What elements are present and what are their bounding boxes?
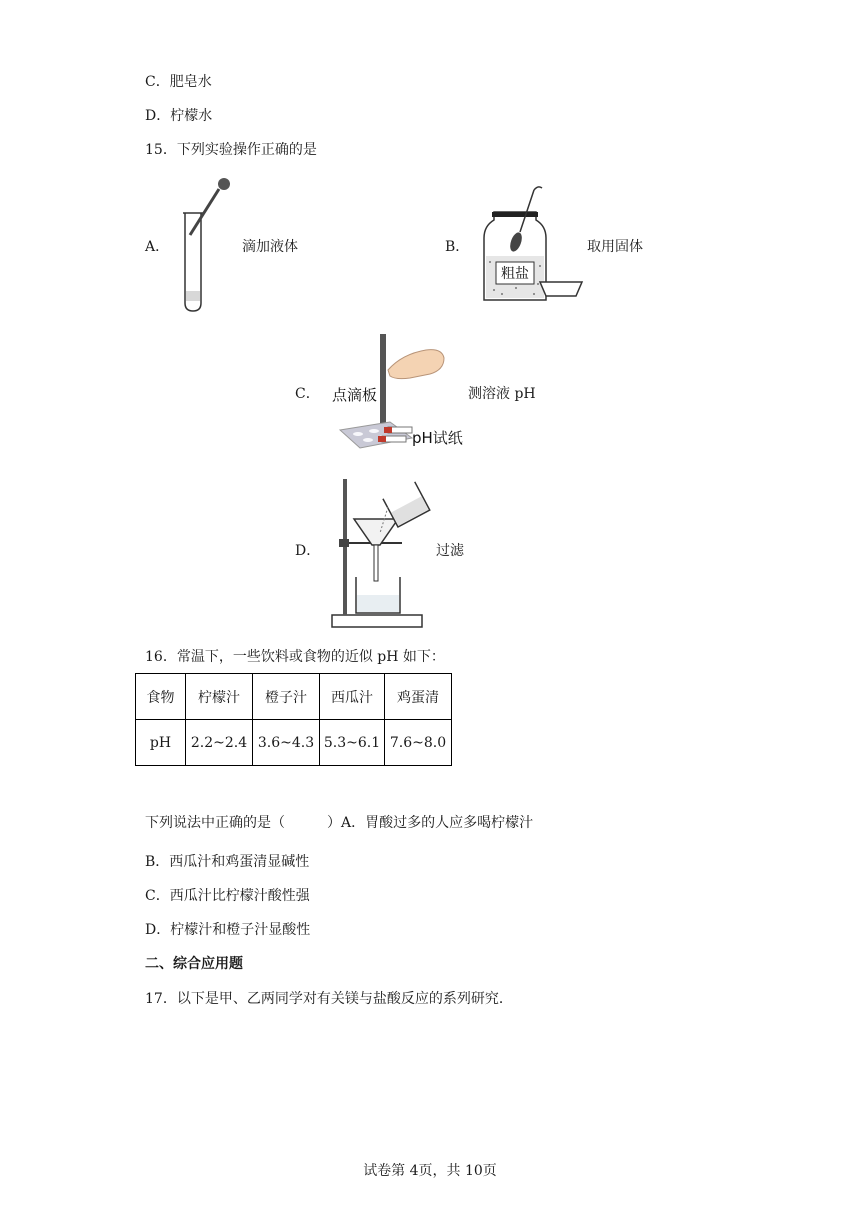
q17-stem: 17．以下是甲、乙两同学对有关镁与盐酸反应的系列研究．	[145, 991, 513, 1007]
table-header-cell: 食物	[136, 674, 186, 720]
table-cell: 5.3~6.1	[320, 720, 385, 766]
ph-table	[135, 673, 452, 766]
q16-option-d: D．柠檬汁和橙子汁显酸性	[145, 922, 311, 938]
q15-option-b-letter: B．	[445, 239, 470, 255]
q15-option-c-letter: C．	[295, 386, 320, 402]
q14-option-c: C．肥皂水	[145, 74, 212, 90]
table-cell: 2.2~2.4	[186, 720, 253, 766]
page-footer: 试卷第 4页，共 10页	[363, 1163, 497, 1179]
filtration-figure	[330, 477, 435, 632]
table-header-row	[136, 674, 452, 720]
table-cell: pH	[136, 720, 186, 766]
q15-option-a-caption: 滴加液体	[242, 239, 298, 255]
q15-option-c-caption: 测溶液 pH	[468, 386, 536, 402]
table-header-cell: 柠檬汁	[186, 674, 253, 720]
q16-option-c: C．西瓜汁比柠檬汁酸性强	[145, 888, 310, 904]
section-heading: 二、综合应用题	[145, 956, 243, 972]
q16-question-line: 下列说法中正确的是（ ）A．胃酸过多的人应多喝柠檬汁	[145, 815, 534, 831]
q16-option-b: B．西瓜汁和鸡蛋清显碱性	[145, 854, 310, 870]
table-row	[136, 720, 452, 766]
q15-option-d-caption: 过滤	[436, 543, 464, 559]
q14-option-d: D．柠檬水	[145, 108, 213, 124]
q15-option-a-letter: A．	[145, 239, 170, 255]
q16-stem: 16．常温下，一些饮料或食物的近似 pH 如下：	[145, 649, 445, 665]
table-header-cell: 西瓜汁	[320, 674, 385, 720]
q15-option-d-letter: D．	[295, 543, 321, 559]
dropper-test-tube-figure	[175, 175, 235, 315]
salt-label-text: 粗盐	[501, 266, 529, 282]
table-cell: 3.6~4.3	[253, 720, 320, 766]
table-header-cell: 橙子汁	[253, 674, 320, 720]
spot-plate-label: 点滴板	[332, 386, 378, 404]
ph-paper-label: pH试纸	[412, 429, 463, 447]
q15-stem: 15．下列实验操作正确的是	[145, 142, 317, 158]
q15-option-b-caption: 取用固体	[587, 239, 643, 255]
table-header-cell: 鸡蛋清	[385, 674, 452, 720]
salt-jar-figure	[480, 184, 590, 309]
ph-test-figure	[330, 330, 475, 455]
table-cell: 7.6~8.0	[385, 720, 452, 766]
